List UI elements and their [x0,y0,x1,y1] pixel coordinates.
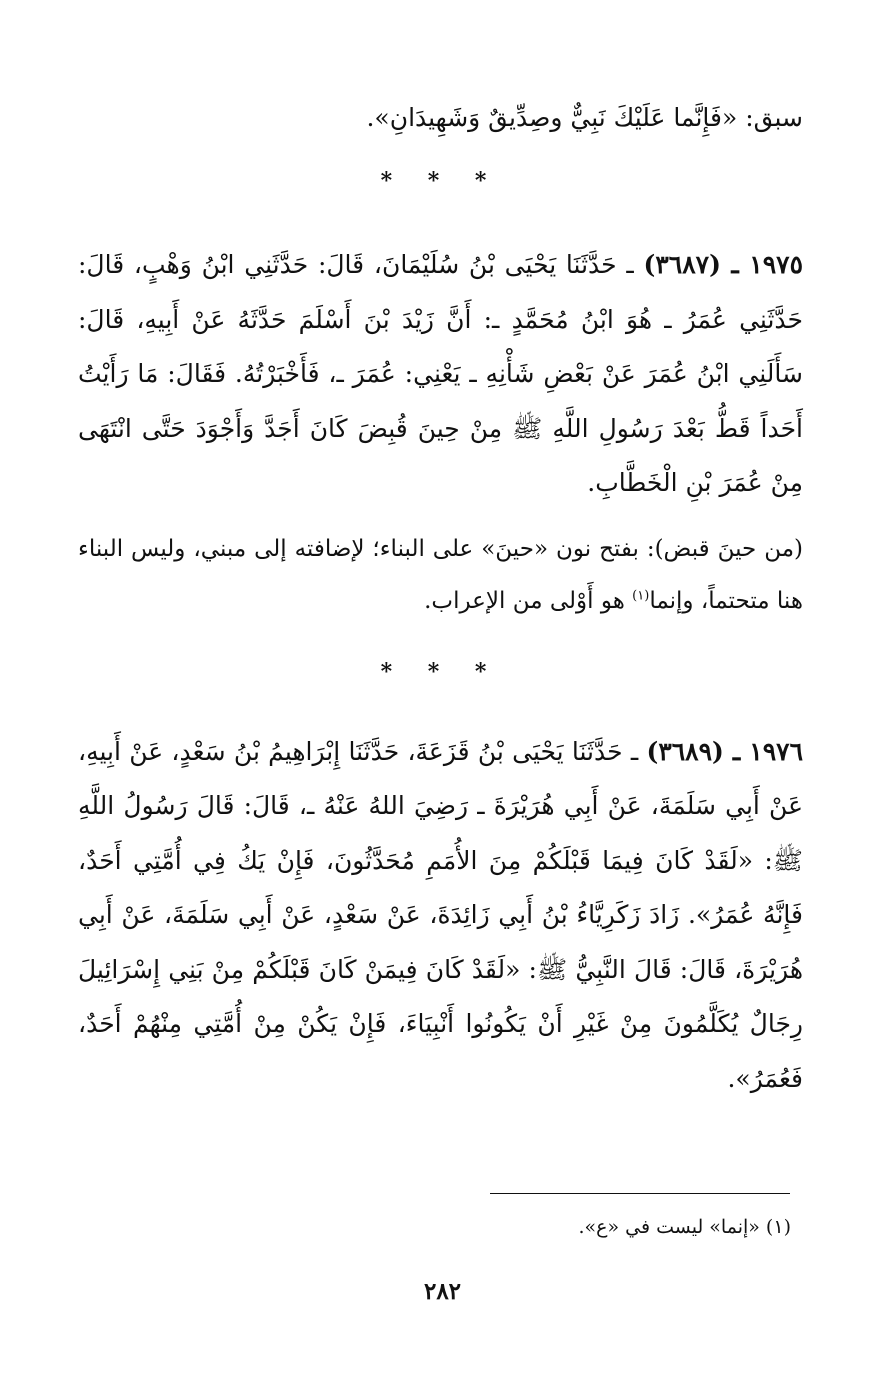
commentary-text: (من حينَ قبض): بفتح نون «حينَ» على البناء؛ لإضافته إلى مبني، وليس البناء هنا متحتماً، وإنما [78,535,803,614]
footnote: (١) «إنما» ليست في «ع». [578,1216,791,1238]
section-separator: * * * [380,168,501,194]
page-body [78,88,803,1106]
hadith-text: ـ حَدَّثَنَا يَحْيَى بْنُ قَزَعَةَ، حَدَّثَنَا إِبْرَاهِيمُ بْنُ سَعْدٍ، عَنْ أَبِيهِ، عَنْ أَبِي سَلَمَةَ، عَنْ أَبِي هُرَيْرَةَ ـ رَضِيَ اللهُ عَنْهُ ـ، قَالَ: قَالَ رَسُولُ اللَّهِ ﷺ: «لَقَدْ كَانَ فِيمَا قَبْلَكُمْ مِنَ الأُمَمِ مُحَدَّثُونَ، فَإِنْ يَكُ فِي أُمَّتِي أَحَدٌ، فَإِنَّهُ عُمَرُ». زَادَ زَكَرِيَّاءُ بْنُ أَبِي زَائِدَةَ، عَنْ سَعْدٍ، عَنْ أَبِي سَلَمَةَ، عَنْ أَبِي هُرَيْرَةَ، قَالَ: قَالَ النَّبِيُّ ﷺ: «لَقَدْ كَانَ فِيمَنْ كَانَ قَبْلَكُمْ مِنْ بَنِي إِسْرَائِيلَ رِجَالٌ يُكَلَّمُونَ مِنْ غَيْرِ أَنْ يَكُونُوا أَنْبِيَاءَ، فَإِنْ يَكُنْ مِنْ أُمَّتِي مِنْهُمْ أَحَدٌ، فَعُمَرُ». [78,736,803,1093]
section-separator: * * * [380,658,501,685]
commentary-text-end: هو أَوْلى من الإعراب. [424,587,633,614]
intro-line: سبق: «فَإِنَّما عَلَيْكَ نَبِيٌّ وصِدِّيقٌ وَشَهِيدَانِ». [366,103,803,132]
hadith-1976 [78,725,803,1107]
commentary-1975 [78,523,803,627]
hadith-number: ١٩٧٥ ـ (٣٦٨٧) [643,250,803,279]
hadith-text: ـ حَدَّثَنَا يَحْيَى بْنُ سُلَيْمَانَ، قَالَ: حَدَّثَنِي ابْنُ وَهْبٍ، قَالَ: حَدَّثَنِي عُمَرُ ـ هُوَ ابْنُ مُحَمَّدٍ ـ: أَنَّ زَيْدَ بْنَ أَسْلَمَ حَدَّثَهُ عَنْ أَبِيهِ، قَالَ: سَأَلَنِي ابْنُ عُمَرَ عَنْ بَعْضِ شَأْنِهِ ـ يَعْنِي: عُمَرَ ـ، فَأَخْبَرْتُهُ. فَقَالَ: مَا رَأَيْتُ أَحَداً قَطُّ بَعْدَ رَسُولِ اللَّهِ ﷺ مِنْ حِينَ قُبِضَ كَانَ أَجَدَّ وَأَجْوَدَ حَتَّى انْتَهَى مِنْ عُمَرَ بْنِ الْخَطَّابِ. [78,250,803,497]
page-number: ٢٨٢ [423,1278,462,1305]
hadith-number: ١٩٧٦ ـ (٣٦٨٩) [646,736,803,766]
footnote-reference[interactable]: (١) [632,587,650,603]
hadith-1975 [78,238,803,511]
footnote-divider [490,1193,790,1194]
